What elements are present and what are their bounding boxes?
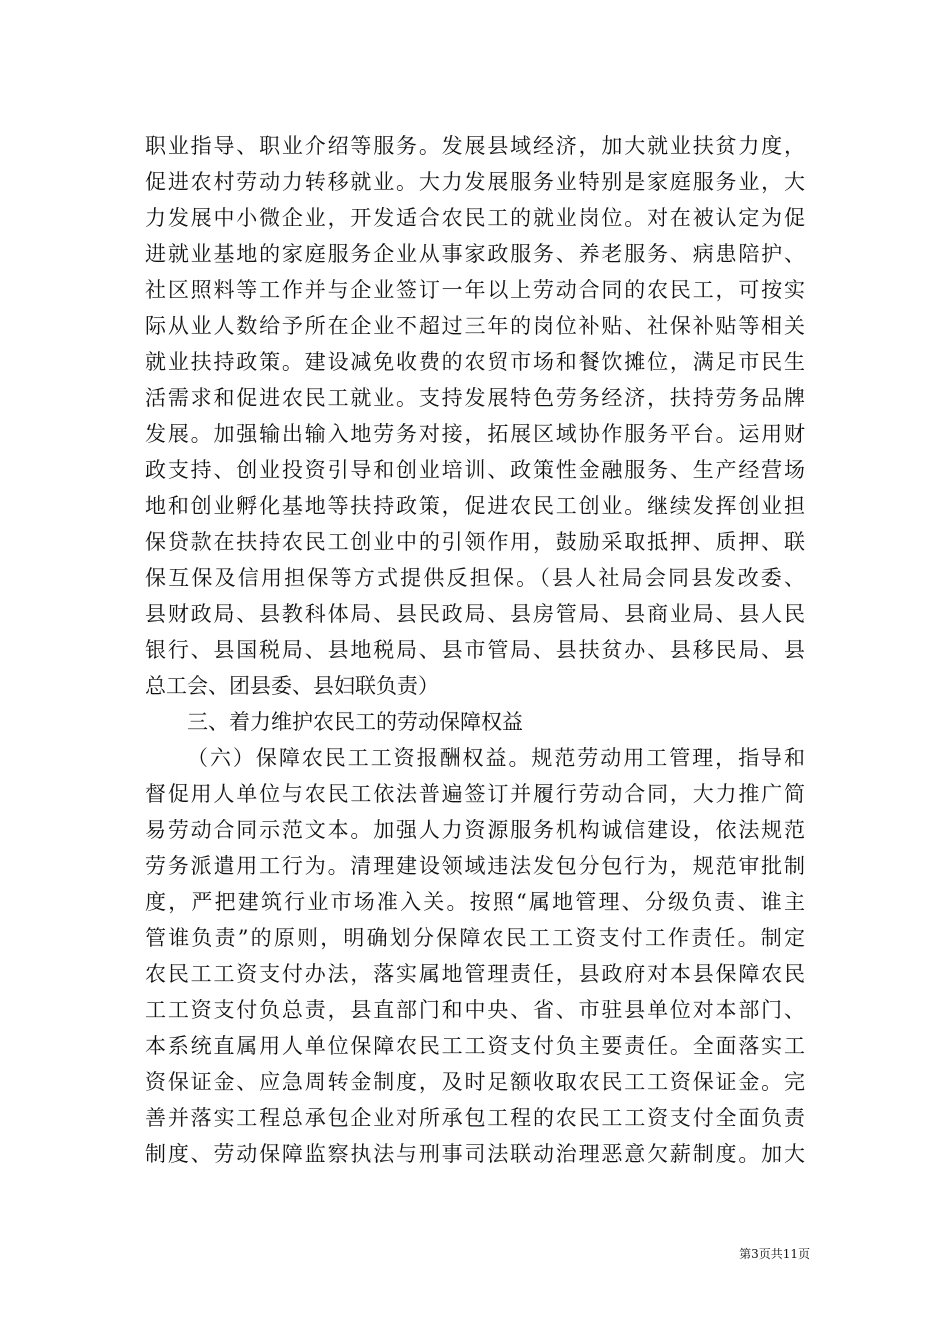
body-line: 力发展中小微企业，开发适合农民工的就业岗位。对在被认定为促 — [145, 206, 805, 230]
body-line-last: 总工会、团县委、县妇联负责） — [145, 674, 439, 698]
body-line: 地和创业孵化基地等扶持政策，促进农民工创业。继续发挥创业担 — [145, 494, 805, 518]
body-line: 进就业基地的家庭服务企业从事家政服务、养老服务、病患陪护、 — [145, 242, 805, 266]
body-line: 工工资支付负总责，县直部门和中央、省、市驻县单位对本部门、 — [145, 998, 805, 1022]
body-line: 活需求和促进农民工就业。支持发展特色劳务经济，扶持劳务品牌 — [145, 386, 805, 410]
body-line: 督促用人单位与农民工依法普遍签订并履行劳动合同，大力推广简 — [145, 782, 805, 806]
page-number: 第3页共11页 — [739, 1247, 810, 1261]
body-line: 际从业人数给予所在企业不超过三年的岗位补贴、社保补贴等相关 — [145, 314, 805, 338]
body-line: 保贷款在扶持农民工创业中的引领作用，鼓励采取抵押、质押、联 — [145, 530, 805, 554]
body-line: 政支持、创业投资引导和创业培训、政策性金融服务、生产经营场 — [145, 458, 805, 482]
section-heading: 三、着力维护农民工的劳动保障权益 — [187, 710, 523, 734]
body-line: 就业扶持政策。建设减免收费的农贸市场和餐饮摊位，满足市民生 — [145, 350, 805, 374]
body-line: 易劳动合同示范文本。加强人力资源服务机构诚信建设，依法规范 — [145, 818, 805, 842]
body-line: 本系统直属用人单位保障农民工工资支付负主要责任。全面落实工 — [145, 1034, 805, 1058]
body-line: 保互保及信用担保等方式提供反担保。（县人社局会同县发改委、 — [145, 566, 805, 590]
body-line: 善并落实工程总承包企业对所承包工程的农民工工资支付全面负责 — [145, 1106, 805, 1130]
body-line: 县财政局、县教科体局、县民政局、县房管局、县商业局、县人民 — [145, 602, 805, 626]
body-line: 促进农村劳动力转移就业。大力发展服务业特别是家庭服务业，大 — [145, 170, 805, 194]
body-line: 发展。加强输出输入地劳务对接，拓展区域协作服务平台。运用财 — [145, 422, 805, 446]
body-line: 度，严把建筑行业市场准入关。按照“属地管理、分级负责、谁主 — [145, 890, 805, 914]
body-line: 农民工工资支付办法，落实属地管理责任，县政府对本县保障农民 — [145, 962, 805, 986]
body-line: 制度、劳动保障监察执法与刑事司法联动治理恶意欠薪制度。加大 — [145, 1142, 805, 1166]
body-line: 银行、县国税局、县地税局、县市管局、县扶贫办、县移民局、县 — [145, 638, 805, 662]
body-line: 资保证金、应急周转金制度，及时足额收取农民工工资保证金。完 — [145, 1070, 805, 1094]
body-line: 职业指导、职业介绍等服务。发展县域经济，加大就业扶贫力度， — [145, 134, 805, 158]
body-line: 管谁负责”的原则，明确划分保障农民工工资支付工作责任。制定 — [145, 926, 805, 950]
paragraph-first-line: （六）保障农民工工资报酬权益。规范劳动用工管理，指导和 — [187, 746, 805, 770]
body-line: 劳务派遣用工行为。清理建设领域违法发包分包行为，规范审批制 — [145, 854, 805, 878]
body-line: 社区照料等工作并与企业签订一年以上劳动合同的农民工，可按实 — [145, 278, 805, 302]
